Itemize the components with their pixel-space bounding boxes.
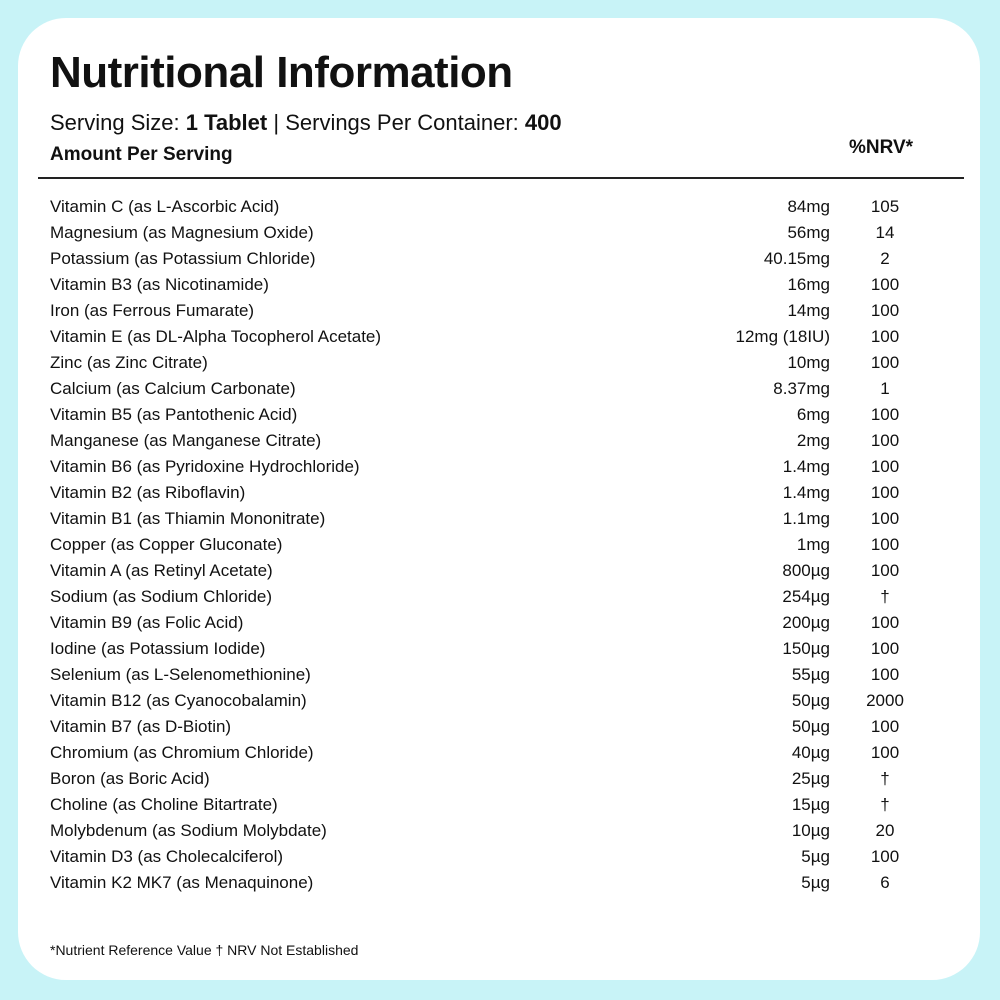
nutrient-amount: 84mg	[787, 197, 830, 216]
nutrient-amount: 50µg	[791, 717, 830, 736]
nutrient-name: Selenium (as L-Selenomethionine)	[50, 665, 311, 684]
header-divider	[38, 177, 964, 179]
nutrient-row	[50, 612, 930, 638]
nutrient-nrv: 105	[870, 197, 900, 216]
nutrient-nrv: 100	[870, 639, 900, 658]
nutrient-nrv: 100	[870, 457, 900, 476]
nutrient-nrv: 100	[870, 665, 900, 684]
nutrient-nrv: 14	[875, 223, 895, 242]
label-title: Nutritional Information	[50, 48, 513, 97]
nutrient-name: Choline (as Choline Bitartrate)	[50, 795, 278, 814]
nutrient-row	[50, 638, 930, 664]
nutrient-row	[50, 430, 930, 456]
footnote: *Nutrient Reference Value † NRV Not Established	[50, 942, 359, 958]
nutrient-name: Calcium (as Calcium Carbonate)	[50, 379, 296, 398]
nutrient-row	[50, 274, 930, 300]
nutrient-amount: 16mg	[787, 275, 830, 294]
nutrient-row	[50, 820, 930, 846]
nutrient-nrv: 20	[875, 821, 895, 840]
nutrient-amount: 5µg	[801, 873, 830, 892]
nutrient-name: Vitamin E (as DL-Alpha Tocopherol Acetate)	[50, 327, 382, 346]
nutrient-amount: 8.37mg	[773, 379, 830, 398]
nutrient-amount: 200µg	[782, 613, 830, 632]
nutrient-row	[50, 248, 930, 274]
nutrient-row	[50, 456, 930, 482]
nutrient-row	[50, 508, 930, 534]
nutrient-row	[50, 326, 930, 352]
nutrient-name: Vitamin B7 (as D-Biotin)	[50, 717, 232, 736]
nutrient-row	[50, 222, 930, 248]
nutrient-amount: 12mg (18IU)	[735, 327, 830, 346]
nutrient-nrv: 100	[870, 301, 900, 320]
nutrient-nrv: 100	[870, 327, 900, 346]
nutrient-nrv: 100	[870, 847, 900, 866]
nutrient-amount: 40µg	[791, 743, 830, 762]
nutrient-row	[50, 586, 930, 612]
nutrient-amount: 50µg	[791, 691, 830, 710]
nutrient-name: Potassium (as Potassium Chloride)	[50, 249, 316, 268]
nutrient-amount: 25µg	[791, 769, 830, 788]
nutrient-row	[50, 716, 930, 742]
nutrient-amount: 1mg	[796, 535, 830, 554]
nutrient-amount: 2mg	[796, 431, 830, 450]
nutrient-amount: 6mg	[796, 405, 830, 424]
nutrient-name: Molybdenum (as Sodium Molybdate)	[50, 821, 327, 840]
nutrient-amount: 1.4mg	[782, 483, 830, 502]
nutrient-nrv: 100	[870, 405, 900, 424]
nutrient-row	[50, 768, 930, 794]
nutrient-nrv: 100	[870, 483, 900, 502]
nutrient-row	[50, 560, 930, 586]
nutrient-name: Vitamin B5 (as Pantothenic Acid)	[50, 405, 298, 424]
nutrient-row	[50, 690, 930, 716]
nutrient-name: Vitamin B1 (as Thiamin Mononitrate)	[50, 509, 326, 528]
nutrient-nrv: †	[880, 795, 890, 814]
nutrient-row	[50, 352, 930, 378]
nutrient-nrv: †	[880, 769, 890, 788]
nutrient-nrv: 100	[870, 509, 900, 528]
nutrient-amount: 40.15mg	[763, 249, 830, 268]
nutrition-label-card	[18, 18, 980, 980]
nutrient-row	[50, 664, 930, 690]
nutrient-amount: 10µg	[791, 821, 830, 840]
serving-separator: |	[267, 110, 286, 135]
nutrient-nrv: 2	[880, 249, 890, 268]
nutrient-row	[50, 872, 930, 898]
nutrient-name: Vitamin A (as Retinyl Acetate)	[50, 561, 273, 580]
serving-size-value: 1 Tablet	[185, 110, 268, 135]
nutrient-nrv: 2000	[866, 691, 904, 710]
nutrient-amount: 5µg	[801, 847, 830, 866]
servings-per-container-label: Servings Per Container:	[285, 110, 525, 135]
nutrient-amount: 15µg	[791, 795, 830, 814]
nutrient-row	[50, 196, 930, 222]
nutrient-row	[50, 742, 930, 768]
nutrient-name: Vitamin B9 (as Folic Acid)	[50, 613, 244, 632]
nutrient-name: Iodine (as Potassium Iodide)	[50, 639, 266, 658]
nutrient-name: Boron (as Boric Acid)	[50, 769, 210, 788]
nutrient-row	[50, 482, 930, 508]
nutrient-name: Manganese (as Manganese Citrate)	[50, 431, 322, 450]
nutrient-nrv: 100	[870, 353, 900, 372]
nutrient-name: Vitamin C (as L-Ascorbic Acid)	[50, 197, 280, 216]
nutrient-name: Vitamin B12 (as Cyanocobalamin)	[50, 691, 307, 710]
nutrient-nrv: 100	[870, 275, 900, 294]
nutrient-name: Iron (as Ferrous Fumarate)	[50, 301, 255, 320]
nutrient-name: Vitamin B3 (as Nicotinamide)	[50, 275, 269, 294]
nutrient-amount: 14mg	[787, 301, 830, 320]
nutrient-table	[50, 196, 930, 898]
nutrient-name: Vitamin B2 (as Riboflavin)	[50, 483, 246, 502]
nutrient-row	[50, 846, 930, 872]
nutrient-amount: 10mg	[787, 353, 830, 372]
nutrient-row	[50, 300, 930, 326]
nutrient-name: Chromium (as Chromium Chloride)	[50, 743, 314, 762]
servings-per-container-value: 400	[524, 110, 562, 135]
nutrient-row	[50, 404, 930, 430]
nutrient-row	[50, 534, 930, 560]
serving-info	[50, 110, 562, 136]
nutrient-row	[50, 378, 930, 404]
nutrient-name: Zinc (as Zinc Citrate)	[50, 353, 208, 372]
nutrient-amount: 56mg	[787, 223, 830, 242]
nutrient-name: Vitamin D3 (as Cholecalciferol)	[50, 847, 284, 866]
nutrient-amount: 55µg	[791, 665, 830, 684]
nutrient-nrv: 100	[870, 717, 900, 736]
nutrient-nrv: †	[880, 587, 890, 606]
nutrient-amount: 1.4mg	[782, 457, 830, 476]
serving-size-label: Serving Size:	[50, 110, 186, 135]
nutrient-nrv: 100	[870, 431, 900, 450]
nutrient-amount: 254µg	[782, 587, 830, 606]
nutrient-nrv: 1	[880, 379, 890, 398]
nutrient-name: Copper (as Copper Gluconate)	[50, 535, 283, 554]
nutrient-nrv: 6	[880, 873, 890, 892]
nutrient-nrv: 100	[870, 743, 900, 762]
nrv-column-heading: %NRV*	[849, 137, 914, 158]
nutrient-amount: 800µg	[782, 561, 830, 580]
nutrient-name: Sodium (as Sodium Chloride)	[50, 587, 273, 606]
nutrient-nrv: 100	[870, 613, 900, 632]
nutrient-name: Vitamin K2 MK7 (as Menaquinone)	[50, 873, 314, 892]
nutrient-name: Vitamin B6 (as Pyridoxine Hydrochloride)	[50, 457, 360, 476]
nutrient-row	[50, 794, 930, 820]
amount-per-serving-heading: Amount Per Serving	[50, 144, 233, 165]
nutrient-nrv: 100	[870, 561, 900, 580]
nutrient-nrv: 100	[870, 535, 900, 554]
nutrient-amount: 150µg	[782, 639, 830, 658]
nutrient-name: Magnesium (as Magnesium Oxide)	[50, 223, 314, 242]
nutrient-amount: 1.1mg	[782, 509, 830, 528]
